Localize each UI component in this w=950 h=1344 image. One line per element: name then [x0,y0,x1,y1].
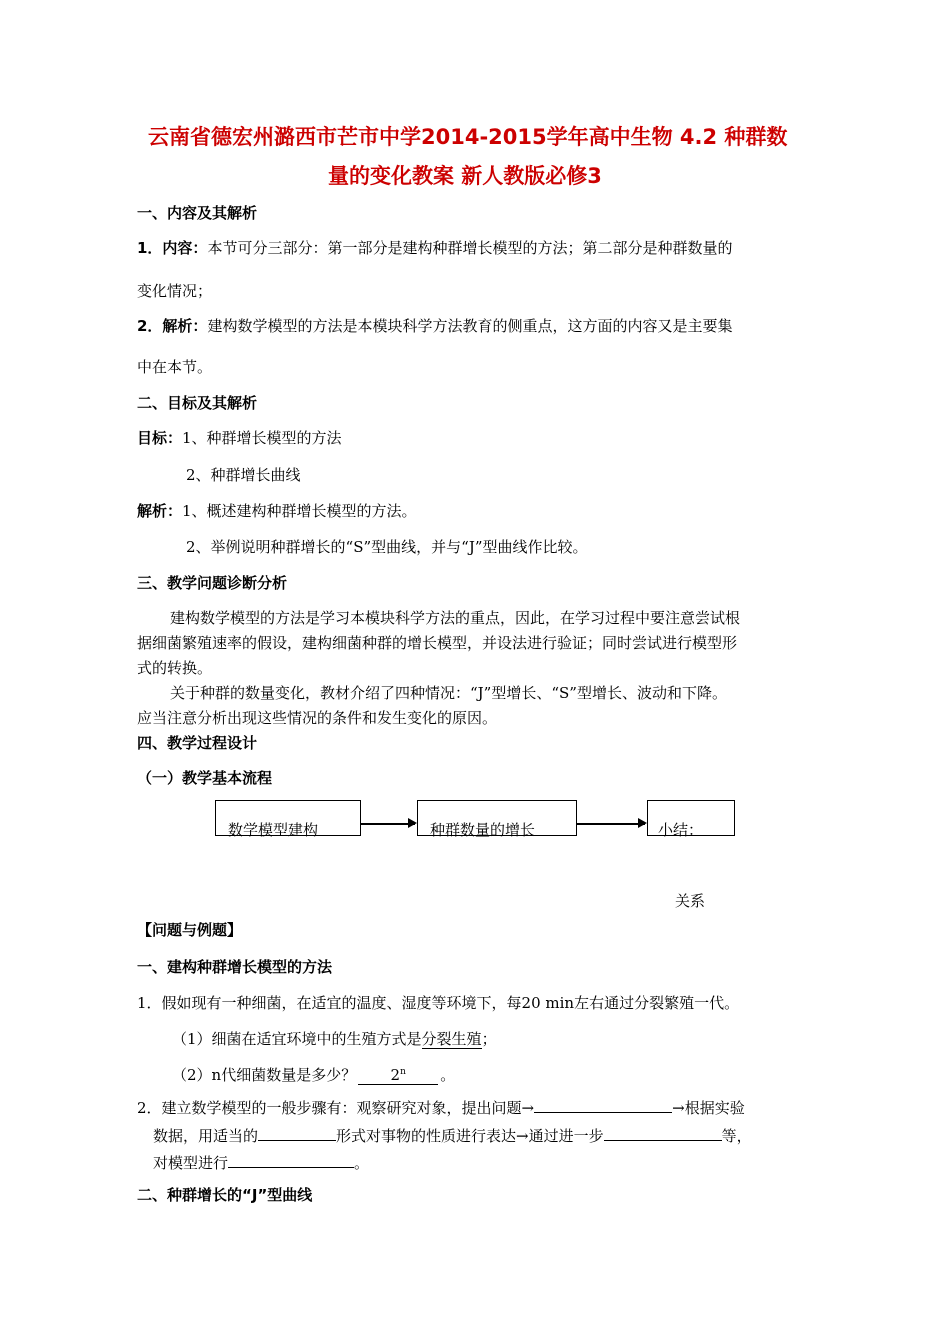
flow-box-population-growth-label: 种群数量的增长 [430,821,536,839]
goal-analysis-label: 解析： [137,502,183,520]
subheading-basic-flow: （一）教学基本流程 [137,769,273,787]
flow-relation-label: 关系 [675,892,706,910]
answer-base: 2 [390,1066,401,1084]
analysis-paragraph-line-1 [137,315,732,336]
content-label: 1．内容： [137,239,208,257]
question-2-blank-2[interactable] [258,1125,336,1141]
section-heading-diagnosis: 三、教学问题诊断分析 [137,574,288,592]
goal-analysis-line-1 [137,500,417,521]
section-heading-process: 四、教学过程设计 [137,734,258,752]
question-1-part-1 [172,1028,497,1049]
diagnosis-para2-line-2: 应当注意分析出现这些情况的条件和发生变化的原因。 [137,709,498,727]
question-2-text-a: 2．建立数学模型的一般步骤有：观察研究对象，提出问题→ [137,1099,535,1117]
goal-analysis-item-2: 2、举例说明种群增长的“S”型曲线，并与“J”型曲线作比较。 [186,538,588,556]
question-1-part-1-text: （1）细菌在适宜环境中的生殖方式是 [172,1030,422,1048]
document-title-line-1: 云南省德宏州潞西市芒市中学2014-2015学年高中生物 4.2 种群数 [148,125,788,149]
question-2-text-e: 等， [721,1127,752,1145]
content-paragraph-line-2: 变化情况； [137,282,213,300]
question-1-part-2 [172,1064,455,1085]
question-1-part-1-answer: 分裂生殖 [421,1030,482,1048]
flow-box-summary-label: 小结： [658,821,704,839]
question-2-text-c: 数据，用适当的 [153,1127,259,1145]
questions-heading: 【问题与例题】 [137,921,243,939]
question-2-blank-3[interactable] [604,1125,722,1141]
question-1-part-2-answer [358,1066,438,1085]
flow-arrow-1 [360,823,415,825]
document-title-line-2: 量的变化教案 新人教版必修3 [328,164,602,188]
diagnosis-para2-line-1: 关于种群的数量变化，教材介绍了四种情况：“J”型增长、“S”型增长、波动和下降。 [170,684,727,702]
analysis-text: 建构数学模型的方法是本模块科学方法教育的侧重点，这方面的内容又是主要集 [207,317,733,335]
question-1-part-2-end: 。 [440,1066,456,1084]
flow-arrow-2 [577,823,645,825]
goal-label: 目标： [137,429,183,447]
flow-box-model-building-label: 数学模型建构 [228,821,319,839]
question-2-text-g: 。 [354,1154,370,1172]
question-2-line-1 [137,1097,745,1118]
diagnosis-para1-line-3: 式的转换。 [137,659,213,677]
goal-line-1 [137,427,342,448]
content-text: 本节可分三部分：第一部分是建构种群增长模型的方法；第二部分是种群数量的 [207,239,733,257]
question-2-line-2 [153,1125,752,1146]
question-2-blank-1[interactable] [534,1097,672,1113]
goal-item-1: 1、种群增长模型的方法 [182,429,342,447]
question-2-text-d: 形式对事物的性质进行表达→通过进一步 [336,1127,604,1145]
answer-exponent: n [400,1067,406,1077]
question-2-text-f: 对模型进行 [153,1154,229,1172]
goal-analysis-item-1: 1、概述建构种群增长模型的方法。 [182,502,417,520]
question-1: 1．假如现有一种细菌，在适宜的温度、湿度等环境下，每20 min左右通过分裂繁殖一代。 [137,994,740,1012]
goal-item-2: 2、种群增长曲线 [186,466,301,484]
question-2-blank-4[interactable] [228,1152,354,1168]
analysis-paragraph-line-2: 中在本节。 [137,358,213,376]
section-heading-content: 一、内容及其解析 [137,204,258,222]
questions-section-1-heading: 一、建构种群增长模型的方法 [137,958,333,976]
question-1-part-1-end: ； [481,1030,497,1048]
questions-section-2-heading: 二、种群增长的“J”型曲线 [137,1186,313,1204]
section-heading-goals: 二、目标及其解析 [137,394,258,412]
question-2-text-b: →根据实验 [672,1099,745,1117]
content-paragraph-line-1 [137,237,732,258]
question-1-part-2-text: （2）n代细菌数量是多少？ [172,1066,357,1084]
diagnosis-para1-line-2: 据细菌繁殖速率的假设，建构细菌种群的增长模型，并设法进行验证；同时尝试进行模型形 [137,634,738,652]
diagnosis-para1-line-1: 建构数学模型的方法是学习本模块科学方法的重点，因此，在学习过程中要注意尝试根 [170,609,741,627]
analysis-label: 2．解析： [137,317,208,335]
question-2-line-3 [153,1152,369,1173]
